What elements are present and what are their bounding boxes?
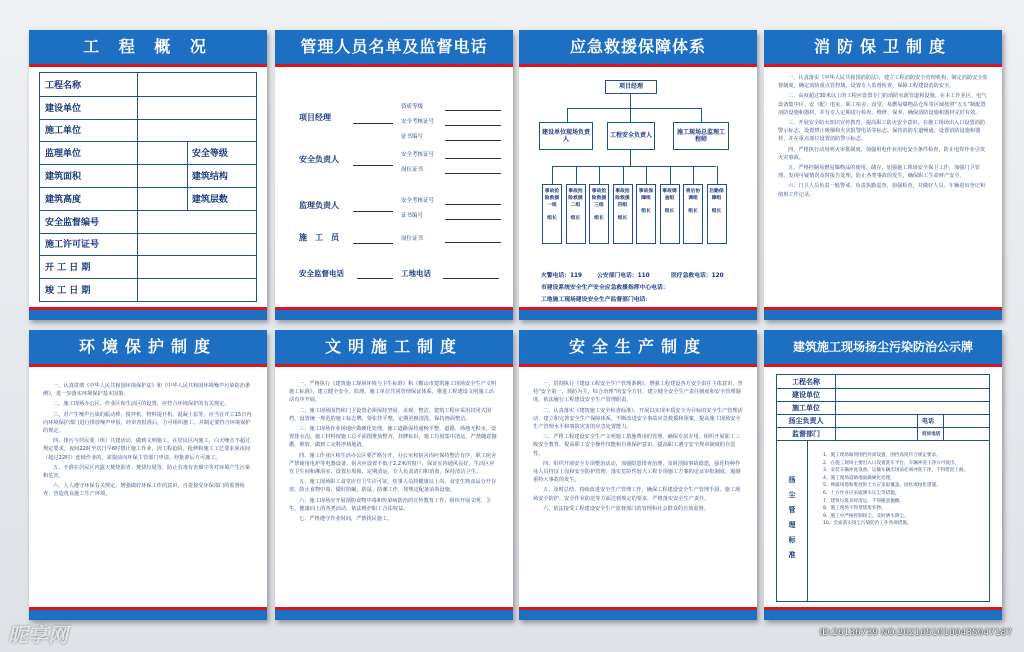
group-name: 事故抢险救援四组 xyxy=(615,189,630,208)
standards-list xyxy=(823,453,977,529)
side-label xyxy=(777,440,808,601)
group-name: 善后协调组 xyxy=(685,189,701,201)
fill-line xyxy=(357,278,393,279)
cell-divider xyxy=(256,141,257,164)
standard-item: 8、施工现场不得焚烧废弃物。 xyxy=(823,506,886,512)
regulation-paragraph: 三、严格工程建设安全生产文明施工措施费用的管理，确保专款专用。组织开展职工三级安全教育，提高职工安全操作技能和自我保护意识，提高职工遵守安全规章制度的自觉性。 xyxy=(533,434,741,457)
regulation-paragraph: 六、依法接受工程建设安全生产监督部门的管理和社会群众的有效监督。 xyxy=(543,505,710,512)
table-row xyxy=(40,255,256,279)
connector-line xyxy=(646,166,647,184)
connector-line xyxy=(599,166,600,184)
org-mid-box: 工程安全负责人 xyxy=(607,122,655,150)
watermark-logo: 昵享网 xyxy=(8,623,68,647)
regulation-paragraph: 一、认真落实《中华人民共和国消防法》，建立工程消防安全管理机构，制定消防安全监督制度，确定消防重点管控域，设置专人监督检查，保障工程建设消防安全。 xyxy=(778,75,988,90)
table-row xyxy=(40,141,256,165)
cell-divider xyxy=(137,119,138,142)
row-label: 安全监督编号 xyxy=(45,217,100,228)
board-project-overview xyxy=(29,30,267,320)
board-title: 文明施工制度 xyxy=(324,337,463,356)
fill-line xyxy=(445,110,501,111)
standard-item: 9、施工中严格控制扬尘，及时洒水降尘。 xyxy=(823,513,909,519)
fill-line xyxy=(445,242,501,243)
regulation-paragraph: 六、施工现场应开展预防食物中毒和传染病防治的宣传教育工作，组织开展文明、卫生、健康向上的各类活动，依法维护职工合法权益。 xyxy=(289,497,491,512)
group-name: 事故调查组 xyxy=(662,189,677,201)
standard-item: 7、建筑垃圾及时清运，不得随意抛撒。 xyxy=(823,498,905,504)
group-name: 事故保障组 xyxy=(638,189,654,201)
standard-item: 2、在施工现场主要出入口设置洗车平台，车辆冲洗干净方可驶出。 xyxy=(823,460,960,466)
standard-item: 6、土方作业应采取洒水压尘等措施。 xyxy=(823,490,900,496)
regulation-paragraph: 二、施工现场围挡和门卫设置必须保持坚固、美观、整洁。建筑工程应采用封闭式围挡，设置统一规范的施工标志牌，要张挂平整，定期更换清洗，保持画面整洁。 xyxy=(289,407,491,422)
table-row xyxy=(777,388,989,402)
regulation-paragraph: 三、开展安全防火知识宣传教育，提高职工防火安全意识。在施工现场出入口设置消防警示标志，设置禁止吸烟和火灾报警电话等标志。保持消防车道畅通，设置消防设施和器材，并在重点部位设置消防警示标志。 xyxy=(778,120,986,143)
connector-line xyxy=(552,166,716,167)
group-name: 后勤保障组 xyxy=(709,189,724,201)
regulation-paragraph: 一、贯彻执行《建设工程安全生产管理条例》，增强工程建设各方安全责任主体意识，坚持“安全第一，预防为主，综合治理”的安全方针，建立健全安全生产责任制度和安全管理制度，依法履行工程建设安全生产管理职责。 xyxy=(533,381,743,404)
regulation-paragraph: 一、认真贯彻《中华人民共和国环境保护法》和《中华人民共和国环境噪声污染防治条例》，进一步落实环境保护基本国策。 xyxy=(43,383,251,398)
standard-item: 4、施工现场道路地面做硬化处理。 xyxy=(823,475,895,481)
group-leader: 组长 xyxy=(617,216,628,221)
emergency-phone: 火警电话：119 xyxy=(541,273,583,279)
manager-role-label: 监理负责人 xyxy=(299,201,339,210)
overview-table xyxy=(39,72,257,302)
row-label-secondary: 建筑层数 xyxy=(191,194,228,205)
cell-divider xyxy=(256,164,257,187)
connector-line xyxy=(552,166,553,184)
board-management-list xyxy=(275,30,513,320)
fill-line xyxy=(445,173,501,174)
standard-item: 10、全面落实扬尘污染防治工作各项措施。 xyxy=(823,521,912,527)
org-group-box xyxy=(589,184,609,244)
regulation-paragraph: 七、严格遵守作业时间，严禁扰民施工。 xyxy=(299,516,393,523)
supervision-phone-label: 安全监督电话 xyxy=(299,269,344,278)
connector-line xyxy=(567,108,568,122)
row-label: 监理单位 xyxy=(45,149,82,160)
connector-line xyxy=(567,108,702,109)
cell-divider xyxy=(137,96,138,119)
row-label: 工程名称 xyxy=(792,377,820,386)
board-footer-band xyxy=(519,610,757,620)
table-row xyxy=(777,375,989,389)
cell-divider xyxy=(137,164,138,187)
cell-divider xyxy=(835,414,836,427)
connector-line xyxy=(576,166,577,184)
board-footer-band xyxy=(519,310,757,320)
cell-divider xyxy=(137,255,138,278)
row-label: 建设单位 xyxy=(792,390,820,399)
dust-table-frame xyxy=(776,374,990,602)
org-mid-box: 建设单位现场负责人 xyxy=(539,122,593,150)
board-footer-band xyxy=(764,310,1002,320)
group-leader: 组长 xyxy=(594,216,604,221)
cell-divider xyxy=(943,414,944,427)
group-leader: 组长 xyxy=(641,209,651,214)
fill-line xyxy=(443,278,499,279)
regulation-paragraph: 四、组织开展安全专项整治活动，加强隐患排查治理，及时消除事故隐患，强化特种作业人员持证上岗和安全防护管理，落实危险性较大工程专项施工方案的论证审批制度，遏制重特大事故的发生。 xyxy=(533,460,741,484)
table-row xyxy=(40,187,256,211)
fill-line xyxy=(445,140,501,141)
table-row xyxy=(40,96,256,120)
cell-divider xyxy=(137,73,138,96)
row-label: 工程名称 xyxy=(45,80,82,91)
credential-label: 岗位证书 xyxy=(401,167,424,173)
table-row xyxy=(40,164,256,188)
fill-line xyxy=(353,165,393,166)
regulation-paragraph: 三、施工现场作业场地应做硬化处理，施工道路保持通畅平整，道路、场地无积水，设置排水沟。施工材料按施工总平面图堆放整齐，挂牌标识，施工垃圾集中清运，严禁随意抛撒、堆放，做到工完料净场地清。 xyxy=(289,426,497,449)
board-title: 工 程 概 况 xyxy=(83,37,213,56)
board-dust-control xyxy=(764,330,1002,620)
board-environment xyxy=(29,330,267,620)
regulation-paragraph: 二、施工现场办公区、作业区和生活区的设置，应符合环境保护的有关规定。 xyxy=(53,401,230,408)
regulation-paragraph: 三、对产生噪声污染的振动棒、搅拌机、物料提升机、混凝土泵等，应当在开工15日内向环境保护部门进行排放噪声申报，经审查批准后，方可组织施工，并制定要符合环境保护的规定。 xyxy=(43,411,252,435)
org-group-box xyxy=(660,184,680,244)
table-row xyxy=(40,278,256,301)
credential-label: 岗位证书 xyxy=(401,236,424,242)
board-title: 安全生产制度 xyxy=(568,337,707,356)
cell-divider xyxy=(137,141,138,164)
row-label: 建设单位 xyxy=(45,103,82,114)
table-row xyxy=(40,210,256,234)
connector-line xyxy=(701,108,702,122)
credential-label: 证书编号 xyxy=(401,213,424,219)
standard-item: 3、安装车辆冲洗设备，运输车辆出场前必须冲洗干净，不得带泥上路。 xyxy=(823,468,969,474)
credential-label: 资质等级 xyxy=(401,104,424,110)
board-footer-band xyxy=(275,610,513,620)
board-title: 消防保卫制度 xyxy=(813,37,952,56)
row-label: 施工许可证号 xyxy=(45,240,100,251)
cell-divider xyxy=(943,427,944,440)
table-row xyxy=(777,427,989,441)
connector-line xyxy=(717,166,718,184)
board-footer-band xyxy=(275,310,513,320)
table-row xyxy=(777,414,989,428)
regulation-paragraph: 二、高度超过30米以上的工程应设置专门的消防水源管道和设施。在本工作业区、电气设备集中区、安（配）电室、职工宿舍、食堂、易燃易爆物品仓库等区域按照“五五”制配置消防设施和器材，并有专人定期进行检查、维修、保养，确保消防设施和器材完好有效。 xyxy=(778,93,987,116)
row-label: 竣 工 日 期 xyxy=(45,286,91,297)
org-top-box: 项目经理 xyxy=(605,80,657,94)
regulation-paragraph: 四、施工作业区和生活办公区要严格分开，办公室和宿舍内应保持整洁有序，职工宿舍严禁使用电炉等电器设备，宿舍应设置不低于2.2米的窗户，保证室内通风良好，生活区应有卫生间和淋浴室，设置垃圾箱，定期清运，专人负责清扫和消毒，保持清洁卫生。 xyxy=(289,452,497,476)
emergency-center-phone: 市建设系统安全生产安全应急救援指挥中心电话： xyxy=(541,285,669,291)
board-safety-production xyxy=(519,330,757,620)
side-label-text: 扬尘管理标准 xyxy=(788,475,796,566)
regulation-text xyxy=(43,382,253,604)
board-title: 应急救援保障体系 xyxy=(569,37,706,56)
fill-line xyxy=(353,243,393,244)
connector-line xyxy=(630,150,631,166)
standard-item: 1、施工现场做到围挡封闭设置，围挡高度符合规定要求。 xyxy=(823,453,941,458)
cell-divider xyxy=(137,187,138,210)
row-label: 建筑面积 xyxy=(45,172,82,183)
row-label: 施工单位 xyxy=(792,403,820,412)
cell-divider xyxy=(137,233,138,256)
cell-divider xyxy=(137,278,138,301)
group-leader: 组长 xyxy=(570,216,581,221)
regulation-paragraph: 四、严格执行动用明火审批制度，加强用电作业用电安全条件检查，防止电焊作业引发火灾事故。 xyxy=(778,146,986,161)
row-label: 开 工 日 期 xyxy=(45,263,91,274)
manager-role-label: 项目经理 xyxy=(299,113,331,122)
group-name: 事故抢险救援一组 xyxy=(544,189,560,208)
row-label: 施工单位 xyxy=(45,126,82,137)
emergency-phone: 医疗急救电话：120 xyxy=(671,273,724,279)
table-row xyxy=(40,119,256,143)
board-footer-band xyxy=(764,610,1002,620)
regulation-paragraph: 五、不准在居民区内露天焚烧沥青、焚烧垃圾等，防止有毒有害烟尘等对环境产生污染和危害。 xyxy=(43,464,251,480)
group-leader: 组长 xyxy=(664,209,675,214)
credential-label: 安全考核证号 xyxy=(401,119,435,125)
board-footer-band xyxy=(29,310,267,320)
row-label-right: 电话 xyxy=(922,418,935,425)
cell-divider xyxy=(137,210,138,233)
manager-role-label: 安全负责人 xyxy=(299,155,339,164)
regulation-text xyxy=(778,74,988,304)
board-civilized-construction xyxy=(275,330,513,620)
row-label-secondary: 安全等级 xyxy=(191,149,228,160)
table-row xyxy=(40,233,256,257)
org-group-box xyxy=(542,184,562,244)
cell-divider xyxy=(835,375,836,388)
group-name: 事故抢险救援二组 xyxy=(568,189,583,208)
board-fire-security xyxy=(764,30,1002,320)
org-mid-box: 施工现场总监理工程师 xyxy=(673,122,729,150)
regulation-paragraph: 二、认真落实《建筑施工安全检查标准》，开展以实现本质安全为目标的安全生产管理活动，建立和完善安全生产保障体系，不断改进安全事故应急救援和预案，提高施工现场安全生产管理水平和事故灾害的应急处置能力。 xyxy=(533,407,743,431)
regulation-paragraph: 六、人人遵守环保有关规定，增强做好环保工作的意识，自觉接受环保部门的监督检查，营造优良施工生产环境。 xyxy=(43,483,245,498)
board-title: 管理人员名单及监督电话 xyxy=(300,37,488,56)
regulation-paragraph: 五、及时总结、持续改进安全生产管理工作，确保工程建设安全生产管理手段、施工现场安全防护、安全作业防范等方面达到规定的要求，严格落实安全生产责任。 xyxy=(533,487,741,502)
cell-divider xyxy=(835,401,836,414)
cell-divider xyxy=(835,427,836,440)
fill-line xyxy=(353,211,393,212)
credential-label: 安全考核证号 xyxy=(401,198,435,204)
fill-line xyxy=(445,125,501,126)
group-leader: 组长 xyxy=(547,216,557,221)
credential-label: 安全考核证号 xyxy=(401,152,435,158)
regulation-text xyxy=(289,380,499,604)
regulation-paragraph: 六、门卫人员负责一般警戒，负责执勤巡查，加强检查，并做好人员、车辆进出登记和值班工作记录。 xyxy=(778,183,986,198)
regulation-paragraph: 一、严格执行《建筑施工现场环境与卫生标准》和《鞍山市建筑施工现场安全生产文明施工标准》，建立健全安全、监理、施工单位共同管理保证体系，推进工程建设文明施工活动有序开展。 xyxy=(289,381,497,404)
org-group-box xyxy=(707,184,727,244)
credential-label: 证书编号 xyxy=(401,134,424,140)
connector-line xyxy=(670,166,671,184)
group-leader: 组长 xyxy=(711,209,722,214)
board-title: 建筑施工现场扬尘污染防治公示牌 xyxy=(792,340,973,354)
org-group-box xyxy=(566,184,586,244)
group-leader: 组长 xyxy=(688,209,698,214)
table-row xyxy=(40,73,256,97)
manager-role-label: 施 工 员 xyxy=(299,233,339,242)
row-label-right: 投诉电话 xyxy=(922,431,941,437)
org-group-box xyxy=(683,184,703,244)
regulation-text xyxy=(533,380,743,604)
row-label: 建筑高度 xyxy=(45,194,82,205)
regulation-paragraph: 五、严格控制易燃易爆物品的使用、储存，加强施工现场安全保卫工作，加强门卫管理，发现可疑情况及时报告处理，防止各类事故的发生，确保职工生命财产安全。 xyxy=(778,165,980,180)
cell-divider xyxy=(835,388,836,401)
site-phone-label: 工地电话 xyxy=(401,269,431,278)
board-emergency-system xyxy=(519,30,757,320)
regulation-paragraph: 四、排污与居民委（组）共建活动，做到文明施工。在居民区内施工，白天噪音不超过规定要求，夜间22时至次日早6时禁止施工作业，因工程抢险、抢修和施工工艺要求须夜间（超过22时）连续作业的，需提前向环保主管部门申请，经批准后方可施工。 xyxy=(43,438,251,461)
row-label-secondary: 建筑结构 xyxy=(191,172,228,183)
watermark-id: ID:26136739 NO:20210510100435047187 xyxy=(819,628,1012,638)
supervision-dept-phone: 工地施工现场建设安全生产监督部门电话： xyxy=(541,297,652,303)
fill-line xyxy=(445,219,501,220)
emergency-phone: 公安部门电话：110 xyxy=(597,273,650,279)
board-title: 环境保护制度 xyxy=(78,337,217,356)
standard-item: 5、裸露场地和堆放的土方应采取覆盖、固化或绿化措施。 xyxy=(823,483,941,489)
connector-line xyxy=(693,166,694,184)
org-group-box xyxy=(613,184,633,244)
fill-line xyxy=(445,204,501,205)
group-name: 事故抢险救援三组 xyxy=(591,189,607,208)
table-row xyxy=(777,401,989,415)
cell-divider xyxy=(256,187,257,210)
org-group-box xyxy=(636,184,656,244)
fill-line xyxy=(353,123,393,124)
regulation-paragraph: 五、施工现场职工食堂应有卫生许可证，炊事人员持健康证上岗，食堂生熟食品分开存放，防止食物中毒，做好防蝇、防鼠、防潮工作，按规定配备消毒设施。 xyxy=(289,479,497,494)
row-label: 扬尘负责人 xyxy=(788,416,824,425)
fill-line xyxy=(445,158,501,159)
connector-line xyxy=(623,166,624,184)
row-label: 监督部门 xyxy=(792,429,820,438)
